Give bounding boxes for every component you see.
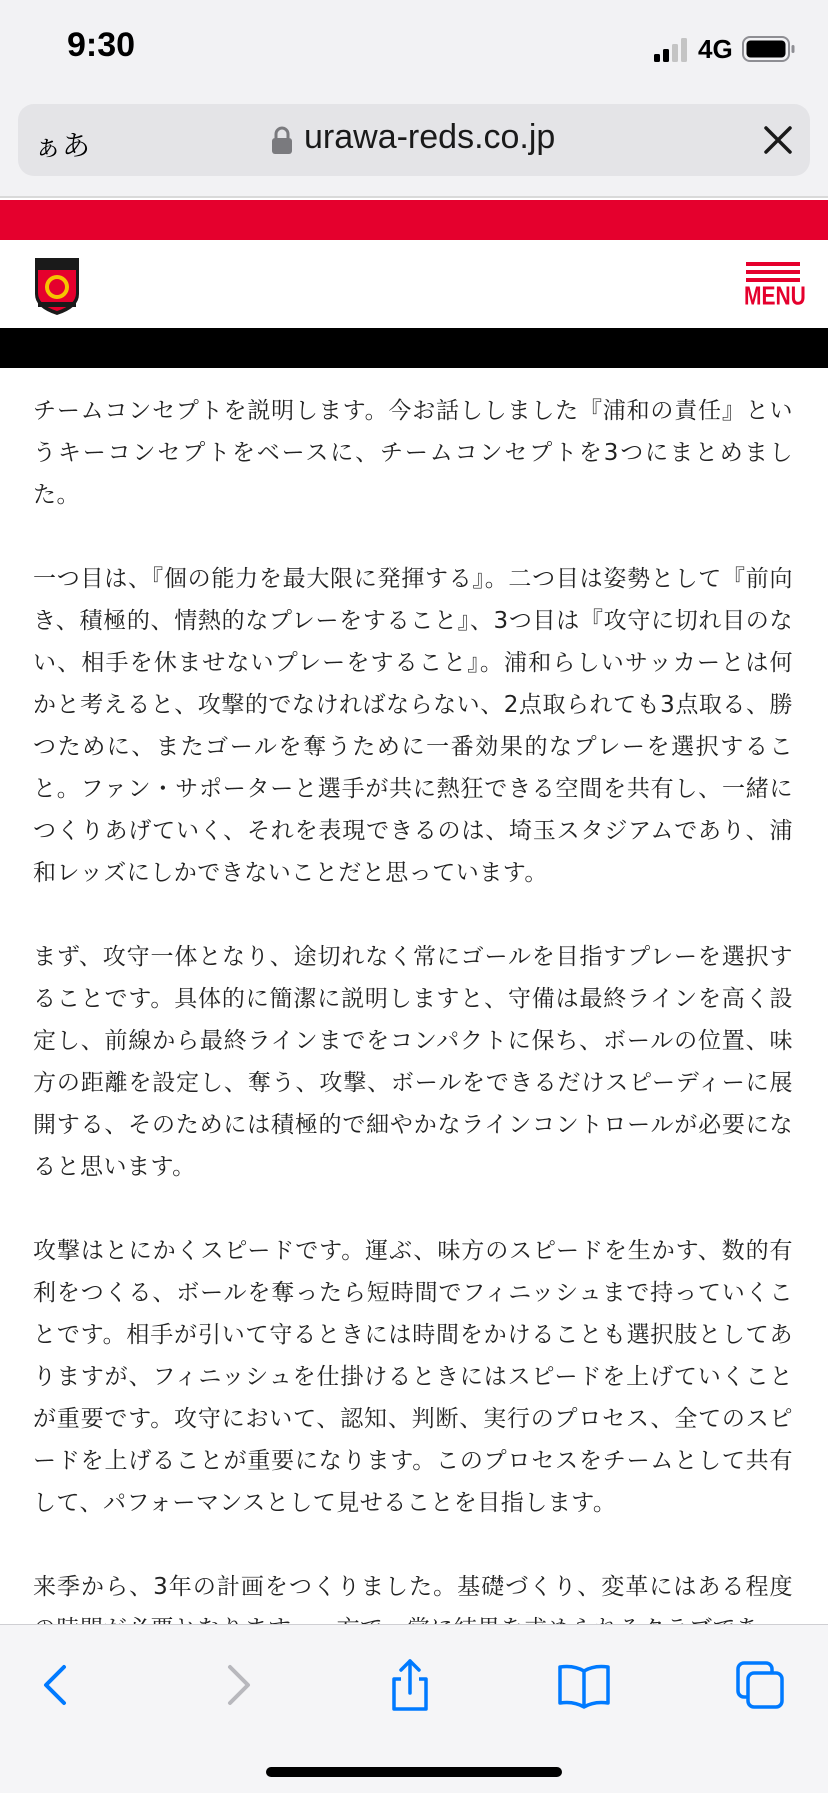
battery-icon [742,36,796,62]
network-label: 4G [698,34,733,64]
header-divider [0,196,828,198]
article-paragraph: まず、攻守一体となり、途切れなく常にゴールを目指すプレーを選択することです。具体的に簡潔に説明しますと、守備は最終ラインを高く設定し、前線から最終ラインまでをコンパクトに保ち、ボールの位置、味方の距離を設定し、奪う、攻撃、ボールをできるだけスピーディーに展開する、そのためには積極的で細やかなラインコントロールが必要になると思います。 [33,944,793,1180]
browser-toolbar [0,1624,828,1793]
tabs-button[interactable] [730,1655,790,1715]
url-text[interactable]: urawa-reds.co.jp [304,118,556,156]
menu-label: MENU [744,282,806,311]
chevron-left-icon [28,1655,88,1715]
article-paragraph: 来季から、3年の計画をつくりました。基礎づくり、変革にはある程度 [33,1574,793,1600]
home-indicator [266,1767,562,1777]
bookmarks-button[interactable] [554,1655,614,1715]
text-size-button[interactable]: ぁあ [34,129,91,162]
status-time: 9:30 [67,26,136,64]
site-header [0,240,828,328]
cellular-signal-icon [654,38,690,62]
article-body [33,390,793,1692]
browser-address-area [0,96,828,196]
menu-line [746,262,800,266]
address-bar[interactable] [18,104,810,176]
lock-icon [272,126,292,154]
brand-red-band [0,200,828,240]
status-bar [0,0,828,96]
header-black-band [0,328,828,368]
club-crest-icon[interactable] [32,254,82,316]
menu-button[interactable] [744,262,806,311]
share-icon [380,1655,440,1715]
book-icon [554,1655,614,1715]
forward-button[interactable] [206,1655,266,1715]
chevron-right-icon [206,1655,266,1715]
article-paragraph: チームコンセプトを説明します。今お話ししました『浦和の責任』というキーコンセプトをベースに、チームコンセプトを3つにまとめました。 [33,398,793,508]
close-icon[interactable] [760,122,796,158]
article-paragraph: 攻撃はとにかくスピードです。運ぶ、味方のスピードを生かす、数的有利をつくる、ボールを奪ったら短時間でフィニッシュまで持っていくことです。相手が引いて守るときには時間をかけることも選択肢としてありますが、フィニッシュを仕掛けるときにはスピードを上げていくことが重要です。攻守において、認知、判断、実行のプロセス、全てのスピードを上げることが重要になります。このプロセスをチームとして共有して、パフォーマンスとして見せることを目指します。 [33,1238,793,1516]
tabs-icon [730,1655,790,1715]
article [0,368,828,1624]
back-button[interactable] [28,1655,88,1715]
article-paragraph: 一つ目は、『個の能力を最大限に発揮する』。二つ目は姿勢として『前向き、積極的、情熱的なプレーをすること』、3つ目は『攻守に切れ目のない、相手を休ませないプレーをすること』。浦和らしいサッカーとは何かと考えると、攻撃的でなければならない、2点取られても3点取る、勝つために、またゴールを奪うために一番効果的なプレーを選択すること。ファン・サポーターと選手が共に熱狂できる空間を共有し、一緒につくりあげていく、それを表現できるのは、埼玉スタジアムであり、浦和レッズにしかできないことだと思っています。 [33,566,793,886]
menu-line [746,270,800,274]
share-button[interactable] [380,1655,440,1715]
